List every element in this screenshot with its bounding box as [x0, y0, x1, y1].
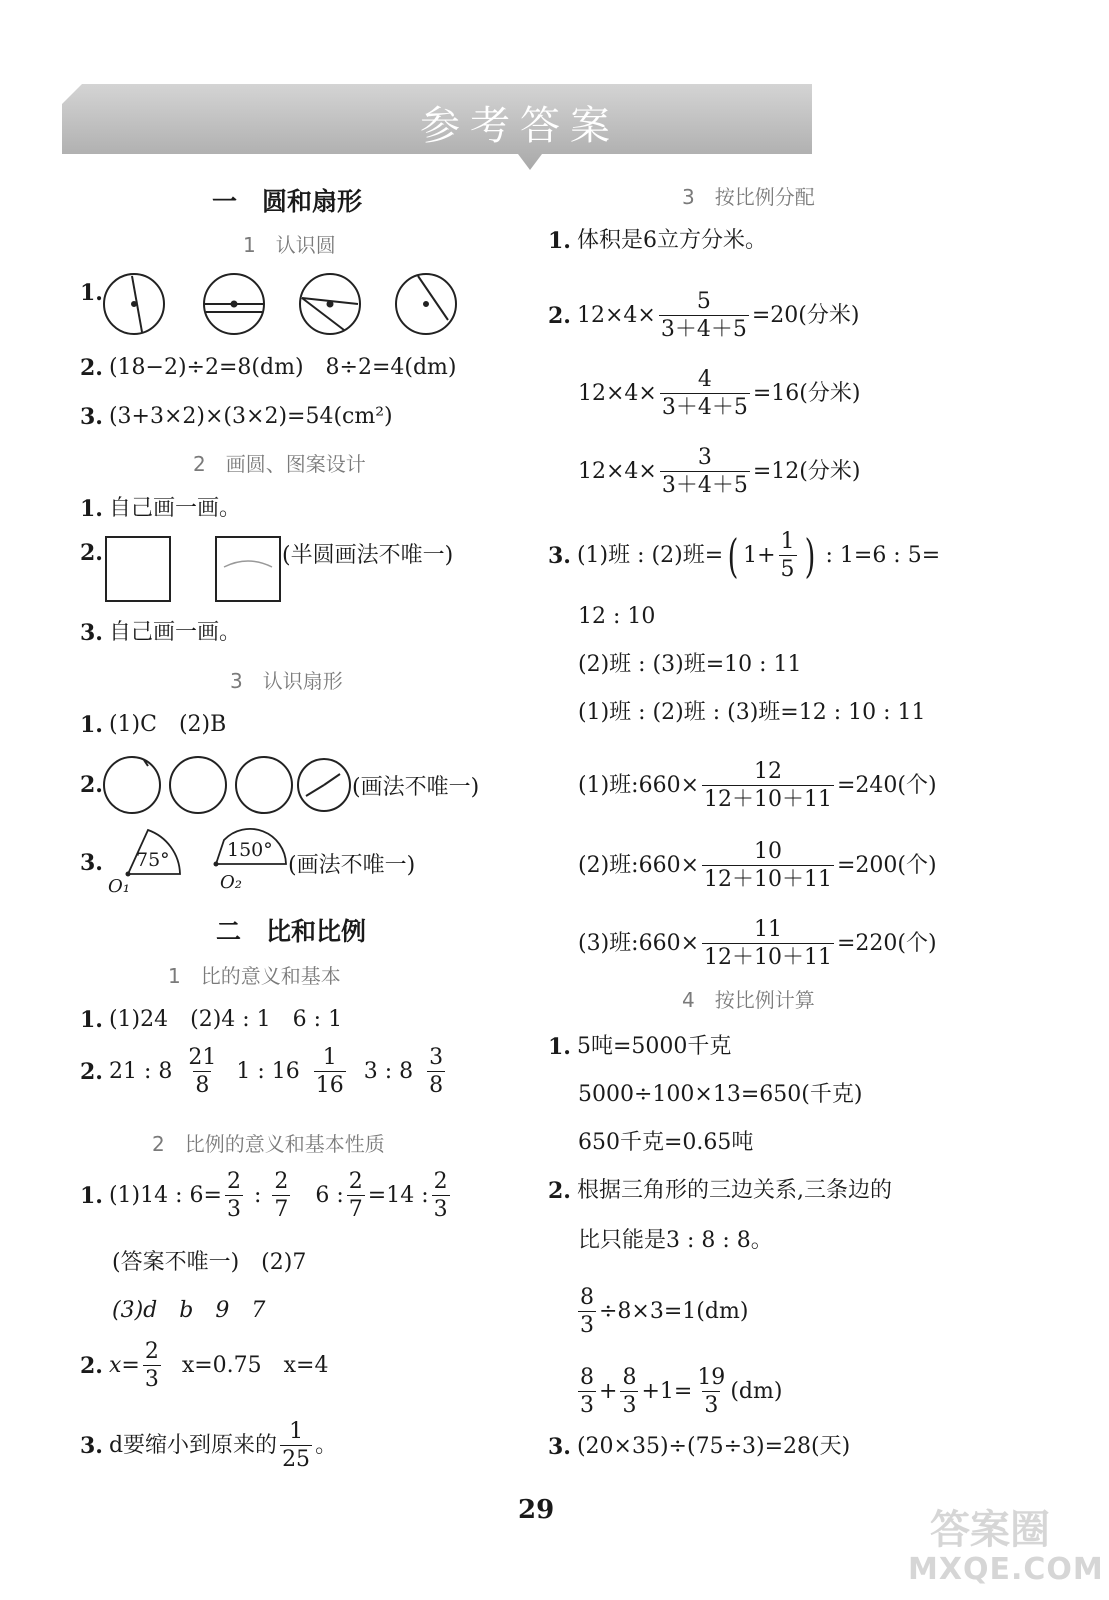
circle-1: [104, 274, 164, 334]
q-number: 1.: [548, 1034, 571, 1060]
s1-q2: [80, 353, 457, 383]
section-5-title: 2 比例的意义和基本性质: [152, 1132, 385, 1156]
fraction: $\frac{2}{7}$: [274, 1169, 289, 1223]
q-number: 3.: [548, 542, 571, 569]
s7-q2-line2: 比只能是3 : 8 : 8。: [578, 1228, 773, 1253]
point-label-o2: O₂: [220, 872, 242, 893]
s6-q3-line5: (1)班:660× $\frac{12}{12+10+11}$ =240(个): [578, 759, 937, 813]
fraction: $\frac{2}{7}$: [348, 1169, 363, 1223]
s1-q3: [80, 402, 393, 432]
q-number: 2.: [80, 772, 103, 798]
fraction: $\frac{12}{12+10+11}$: [704, 759, 832, 813]
s7-q3: 3. (20×35)÷(75÷3)=28(天): [548, 1434, 851, 1460]
section-1-title: 1 认识圆: [243, 233, 336, 257]
q-number: 3.: [80, 850, 103, 876]
s2-q1: [80, 494, 241, 524]
q-number: 3.: [80, 1432, 103, 1459]
answer-text: (1)24 (2)4 : 1 6 : 1: [108, 1007, 343, 1032]
square-figures: [104, 533, 284, 605]
s7-q2-eq2: $\frac{8}{3}$ + $\frac{8}{3}$ +1= $\frac{19}{3}$ (dm): [580, 1365, 783, 1419]
s5-q1-line3: (3)d b 9 7: [112, 1298, 266, 1323]
q-number: 3.: [80, 404, 103, 430]
expr-part: 。: [315, 1432, 338, 1458]
s7-q1-line2: 5000÷100×13=650(千克): [578, 1082, 863, 1107]
fraction: $\frac{4}{3+4+5}$: [661, 367, 748, 421]
fraction: $\frac{5}{3+4+5}$: [660, 289, 747, 343]
page-title: 参考答案: [420, 103, 620, 149]
s6-q3-line3: (2)班 : (3)班=10 : 11: [578, 652, 802, 677]
q-number: 1.: [80, 280, 103, 306]
circle-3: [300, 274, 360, 334]
fraction: $\frac{11}{12+10+11}$: [704, 917, 832, 971]
q-number: 2.: [80, 1058, 103, 1085]
q-number: 1.: [548, 228, 571, 254]
ratio-a: 21 : 8: [108, 1058, 173, 1084]
q-number: 1.: [80, 1007, 103, 1033]
s6-q2-line3: 12×4× $\frac{3}{3+4+5}$ =12(分米): [578, 445, 861, 499]
s7-q2-eq1: $\frac{8}{3}$ ÷8×3=1(dm): [580, 1285, 749, 1339]
section-7-title: 4 按比例计算: [682, 988, 815, 1012]
s5-q1-line2: (答案不唯一) (2)7: [112, 1250, 307, 1275]
q-number: 2.: [548, 1178, 571, 1204]
s5-q1: [80, 1170, 453, 1221]
fraction-c: $\frac{3}{8}$: [429, 1045, 444, 1099]
angle-label-75: 75°: [136, 849, 170, 871]
s3-q1: [80, 710, 226, 740]
q-number: 1.: [80, 496, 103, 522]
fraction: $\frac{1}{25}$: [282, 1419, 311, 1473]
s7-q1-line3: 650千克=0.65吨: [578, 1130, 754, 1155]
page-number: 29: [518, 1495, 555, 1525]
s6-q3-line7: (3)班:660× $\frac{11}{12+10+11}$ =220(个): [578, 917, 937, 971]
q-number: 1.: [80, 712, 103, 738]
s2-q2-note: (半圆画法不唯一): [282, 543, 454, 568]
circle-2: [204, 274, 264, 334]
point-label-o1: O₁: [108, 876, 130, 897]
s6-q3-line2: 12 : 10: [578, 604, 656, 629]
circle-figures: [98, 268, 468, 340]
watermark-text: MXQE.COM: [908, 1552, 1104, 1587]
s6-q2-line2: 12×4× $\frac{4}{3+4+5}$ =16(分米): [578, 367, 861, 421]
ratio-c: 3 : 8: [363, 1058, 414, 1084]
fraction: $\frac{2}{3}$: [226, 1169, 241, 1223]
expr-part: =14 :: [367, 1182, 429, 1208]
section-6-title: 3 按比例分配: [682, 185, 815, 209]
ratio-b: 1 : 16: [236, 1058, 300, 1084]
s6-q3-line1: 3. (1)班 : (2)班= ( 1+ $\frac{1}{5}$ ) : 1=6 : 5=: [548, 528, 941, 583]
answer-text: 自己画一画。: [108, 496, 241, 521]
watermark-logo: 答案圈: [930, 1507, 1050, 1553]
answer-text: 自己画一画。: [108, 620, 241, 645]
s4-q2: [80, 1046, 445, 1097]
s6-q1: [548, 226, 767, 256]
q-number: 1.: [80, 1182, 103, 1209]
section-4-title: 1 比的意义和基本: [168, 964, 341, 988]
fraction: $\frac{8}{3}$: [622, 1365, 637, 1419]
fraction: $\frac{10}{12+10+11}$: [704, 839, 832, 893]
s3-q3: [80, 848, 109, 878]
expr-part: 6 :: [315, 1182, 344, 1208]
section-3-title: 3 认识扇形: [230, 669, 343, 693]
s7-q1-line1: 1. 5吨=5000千克: [548, 1034, 732, 1060]
expr-part: d要缩小到原来的: [108, 1432, 278, 1458]
s6-q3-line4: (1)班 : (2)班 : (3)班=12 : 10 : 11: [578, 700, 926, 725]
s2-q3: [80, 618, 241, 648]
answer-text: (18−2)÷2=8(dm) 8÷2=4(dm): [108, 355, 457, 380]
s6-q2-line1: 2. 12×4× $\frac{5}{3+4+5}$ =20(分米): [548, 289, 860, 343]
q-number: 3.: [80, 620, 103, 646]
chapter-2-title: 二 比和比例: [216, 917, 367, 946]
s5-q2: [80, 1340, 328, 1391]
q-number: 2.: [548, 302, 571, 329]
s4-q1: [80, 1005, 342, 1035]
s6-q3-line6: (2)班:660× $\frac{10}{12+10+11}$ =200(个): [578, 839, 937, 893]
fraction: $\frac{8}{3}$: [580, 1365, 594, 1419]
q-number: 3.: [548, 1434, 571, 1460]
fraction: $\frac{1}{5}$: [780, 529, 795, 583]
chapter-1-title: 一 圆和扇形: [212, 187, 363, 216]
expr-part: :: [253, 1182, 262, 1208]
s3-q3-note: (画法不唯一): [288, 853, 416, 878]
expr-part: (1)14 : 6=: [108, 1182, 222, 1208]
expr-part: x=: [108, 1352, 140, 1378]
fraction-b: $\frac{1}{16}$: [315, 1045, 344, 1099]
s7-q2-line1: 2. 根据三角形的三边关系,三条边的: [548, 1178, 892, 1204]
s5-q3: [80, 1420, 337, 1471]
answer-text: (1)C (2)B: [108, 712, 227, 737]
fraction: $\frac{2}{3}$: [144, 1339, 159, 1393]
q-number: 2.: [80, 355, 103, 381]
section-2-title: 2 画圆、图案设计: [193, 452, 366, 476]
q-number: 2.: [80, 1352, 103, 1379]
sector-circles: [102, 752, 352, 818]
fraction: $\frac{8}{3}$: [580, 1285, 594, 1339]
fraction: $\frac{19}{3}$: [697, 1365, 726, 1419]
angle-label-150: 150°: [227, 839, 273, 861]
circle-4: [396, 274, 456, 334]
s3-q2-note: (画法不唯一): [352, 775, 480, 800]
fraction-a: $\frac{21}{8}$: [188, 1045, 217, 1099]
fraction: $\frac{3}{3+4+5}$: [661, 445, 748, 499]
fraction: $\frac{2}{3}$: [433, 1169, 448, 1223]
answer-text: (3+3×2)×(3×2)=54(cm²): [108, 404, 393, 429]
q-number: 2.: [80, 540, 103, 566]
expr-part: x=0.75 x=4: [181, 1352, 329, 1378]
answer-text: 体积是6立方分米。: [576, 228, 767, 253]
